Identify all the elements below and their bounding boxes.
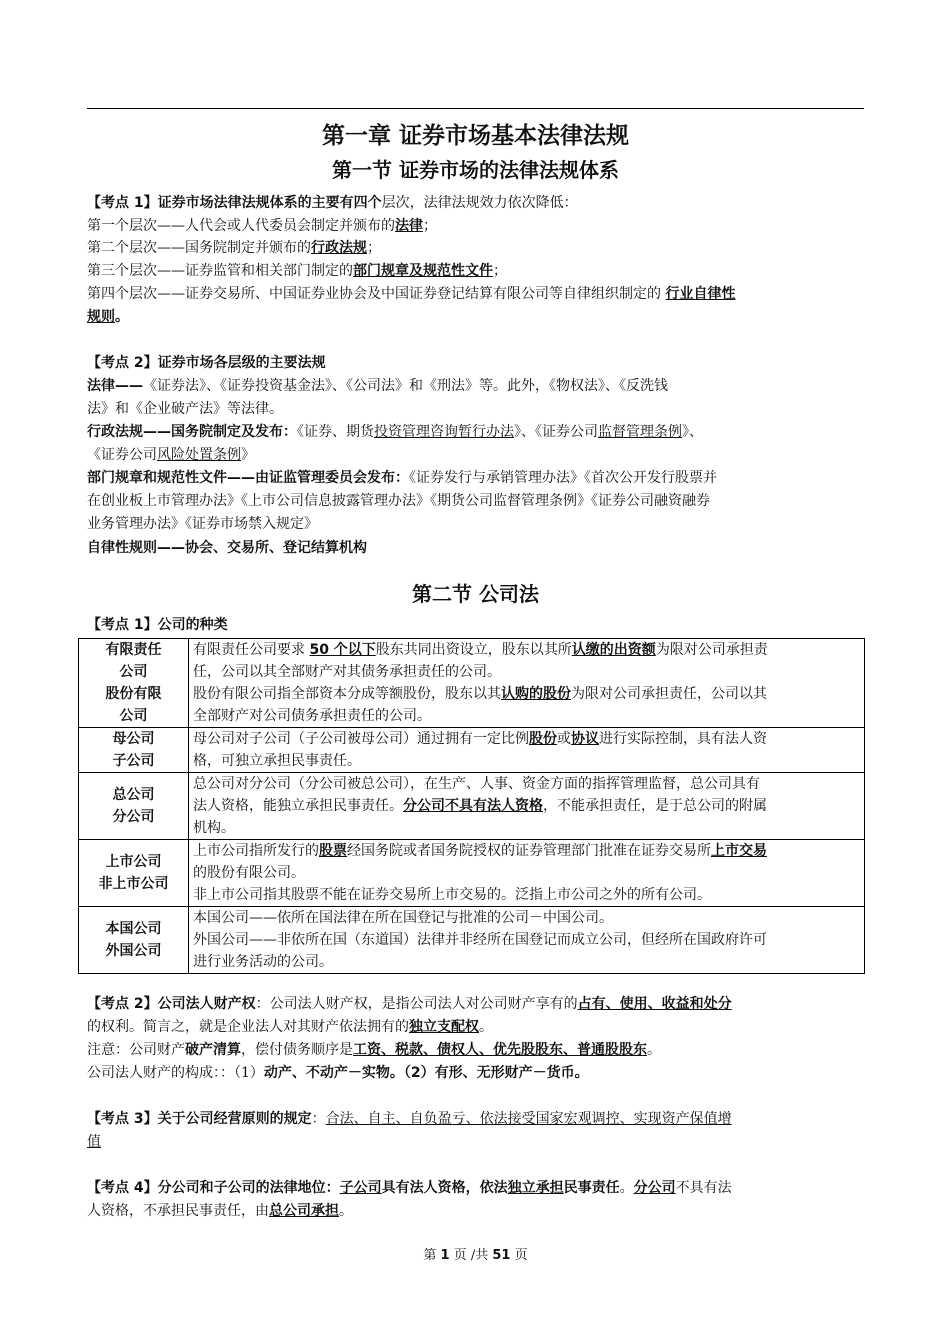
underline-term: 协议 (571, 731, 599, 747)
underline-term: 认缴的出资额 (571, 642, 656, 658)
kp-tag: 【考点 2】 (87, 355, 158, 371)
underline-term: 股份 (529, 731, 557, 747)
underline-term: 部门规章及规范性文件 (353, 263, 493, 279)
label: 自律性规则——协会、交易所、登记结算机构 (87, 540, 367, 556)
kp24-heading (87, 1177, 864, 1200)
text: 《证券发行与承销管理办法》《首次公开发行股票并 (409, 470, 717, 486)
row-key (79, 639, 189, 728)
kp22-heading (87, 993, 864, 1016)
kp2-admin-cont (87, 444, 864, 467)
key-line: 外国公司 (105, 943, 162, 959)
text: 《证券、期货 (297, 424, 374, 440)
underline-term: 分公司不具有法人资格 (403, 798, 543, 814)
row-desc (189, 840, 865, 907)
page-footer (87, 1244, 864, 1263)
table-row (79, 773, 865, 840)
kp2-dept-cont2 (87, 513, 864, 536)
kp-tag: 【考点 4】 (87, 1180, 158, 1196)
text: 进行实际控制，具有法人资 (599, 731, 767, 747)
underline-term: 行政法规 (311, 240, 367, 256)
text: 或 (557, 731, 571, 747)
kp-bold: 证券市场各层级的主要法规 (157, 355, 326, 371)
key-line: 公司 (119, 664, 148, 680)
underline-term: 股票 (319, 843, 347, 859)
key-line: 总公司 (112, 787, 155, 803)
key-line: 母公司 (112, 731, 155, 747)
kp1-level4-cont (87, 306, 864, 329)
table-row (79, 907, 865, 974)
text: 》、 (682, 424, 703, 440)
key-line: 公司 (119, 708, 148, 724)
text: ：公司法人财产权，是指公司法人对公司财产享有的 (255, 996, 578, 1012)
key-line: 本国公司 (105, 921, 162, 937)
bold-term: 具有法人资格，依法 (381, 1180, 508, 1196)
underline-term: 认购的股份 (501, 686, 571, 702)
row-desc (189, 907, 865, 974)
key-line: 有限责任 (105, 642, 162, 658)
row-key (79, 728, 189, 773)
text: 全部财产对公司债务承担责任的公司。 (193, 708, 431, 724)
kp2-dept (87, 467, 864, 490)
row-key (79, 773, 189, 840)
kp1-level3 (87, 260, 864, 283)
kp-tag: 【考点 3】 (87, 1111, 158, 1127)
kp22-note (87, 1039, 864, 1062)
underline-term: 值 (87, 1134, 101, 1150)
row-key (79, 907, 189, 974)
header-rule (87, 108, 864, 109)
underline-term: 投资管理咨询暂行办法 (374, 424, 514, 440)
kp1-heading (87, 192, 864, 215)
kp-bold: 关于公司经营原则的规定 (157, 1111, 312, 1127)
text: 外国公司——非依所在国（东道国）法律并非经所在国登记而成立公司，但经所在国政府许可 (193, 932, 767, 948)
text: 。 (115, 309, 129, 325)
row-desc (189, 639, 865, 728)
text: 上市公司指所发行的 (193, 843, 319, 859)
footer-text: 第 (423, 1248, 441, 1263)
text: 人资格，不承担民事责任，由 (87, 1203, 269, 1219)
underline-term: 总公司承担 (269, 1203, 339, 1219)
kp21-heading (87, 614, 864, 637)
text: 法人资格，能独立承担民事责任。 (193, 798, 403, 814)
text: ； (423, 218, 437, 234)
text: 非上市公司指其股票不能在证券交易所上市交易的。泛指上市公司之外的所有公司。 (193, 887, 711, 903)
key-line: 股份有限 (105, 686, 162, 702)
kp2-admin (87, 421, 864, 444)
label: 行政法规——国务院制定及发布： (87, 424, 297, 440)
table-row (79, 728, 865, 773)
text: 机构。 (193, 820, 235, 836)
text: 法》和《企业破产法》等法律。 (87, 401, 283, 417)
section2-title: 第二节 公司法 (412, 582, 539, 606)
kp22-composition (87, 1062, 864, 1085)
kp2-law-cont (87, 398, 864, 421)
text: 任，公司以其全部财产对其债务承担责任的公司。 (193, 664, 501, 680)
text: 股东共同出资设立，股东以其所 (375, 642, 572, 658)
text: 经国务院或者国务院授权的证券管理部门批准在证券交易所 (347, 843, 711, 859)
underline-term: 上市交易 (711, 843, 767, 859)
underline-term: 合法、自主、自负盈亏、依法接受国家宏观调控、实现资产保值增 (325, 1111, 732, 1127)
text: 。 (619, 1180, 634, 1196)
kp24-cont (87, 1200, 864, 1223)
key-line: 分公司 (112, 809, 155, 825)
text: 业务管理办法》《证券市场禁入规定》 (87, 516, 318, 532)
kp-tag: 【考点 1】 (87, 617, 158, 633)
kp-tag: 【考点 1】 (87, 195, 158, 211)
underline-term: 行业自律性 (665, 286, 736, 302)
text: 公司法人财产的构成：：（1） (87, 1065, 264, 1081)
text: 。 (339, 1203, 353, 1219)
underline-term: 监督管理条例 (598, 424, 682, 440)
kp2-law (87, 375, 864, 398)
bold-term: 破产清算 (185, 1042, 241, 1058)
text: 格，可独立承担民事责任。 (193, 753, 361, 769)
underline-term: 工资、税款、债权人、优先股股东、普通股股东 (353, 1042, 647, 1058)
text: 第二个层次——国务院制定并颁布的 (87, 240, 311, 256)
text: 总公司对分公司（分公司被总公司），在生产、人事、资金方面的指挥管理监督，总公司具有 (193, 776, 760, 792)
kp1-level4 (87, 283, 864, 306)
label: 法律—— (87, 378, 143, 394)
text: 有限责任公司要求 (193, 642, 310, 658)
text: 》、《证券公司 (514, 424, 598, 440)
underline-term: 独立承担 (507, 1180, 564, 1196)
page-total: 51 (492, 1248, 511, 1263)
key-line: 子公司 (112, 753, 155, 769)
text: 母公司对子公司（子公司被母公司）通过拥有一定比例 (193, 731, 529, 747)
table-row (79, 639, 865, 728)
underline-term: 子公司 (339, 1180, 382, 1196)
kp23-cont (87, 1131, 864, 1154)
kp2-dept-cont1 (87, 490, 864, 513)
text: 的股份有限公司。 (193, 865, 305, 881)
table-row (79, 840, 865, 907)
text: ： (311, 1111, 326, 1127)
text: 第三个层次——证券监管和相关部门制定的 (87, 263, 353, 279)
text: 为限对公司承担责任，公司以其 (571, 686, 767, 702)
text: 《证券法》、《证券投资基金法》、《公司法》和《刑法》等。此外，《物权法》、《反洗钱 (143, 378, 668, 394)
footer-text: 页 /共 (449, 1248, 493, 1263)
kp2-heading (87, 352, 864, 375)
kp23-heading (87, 1108, 864, 1131)
text: 进行业务活动的公司。 (193, 954, 333, 970)
row-key (79, 840, 189, 907)
underline-term: 分公司 (633, 1180, 676, 1196)
bold-term: 民事责任 (563, 1180, 620, 1196)
kp-bold: 分公司和子公司的法律地位： (157, 1180, 340, 1196)
text: 《证券公司 (87, 447, 157, 463)
text: 第一个层次——人代会或人代委员会制定并颁布的 (87, 218, 395, 234)
kp-bold: 证券市场法律法规体系的主要有四个 (157, 195, 382, 211)
underline-term: 独立支配权 (409, 1019, 479, 1035)
text: 。 (479, 1019, 493, 1035)
company-types-table (78, 638, 865, 974)
kp-bold: 公司法人财产权 (157, 996, 256, 1012)
kp2-self (87, 537, 864, 560)
kp22-cont (87, 1016, 864, 1039)
text: 的权利。简言之，就是企业法人对其财产依法拥有的 (87, 1019, 409, 1035)
row-desc (189, 728, 865, 773)
underline-term: 风险处置条例 (157, 447, 241, 463)
key-line: 非上市公司 (98, 876, 169, 892)
label: 部门规章和规范性文件——由证监管理委员会发布： (87, 470, 409, 486)
page-number: 1 (440, 1248, 450, 1263)
text: 注意：公司财产 (87, 1042, 185, 1058)
section1-title: 第一节 证券市场的法律法规体系 (332, 158, 619, 182)
underline-term: 50 个以下 (309, 642, 376, 658)
footer-text: 页 (510, 1248, 528, 1263)
underline-term: 法律 (395, 218, 423, 234)
text: ，偿付债务顺序是 (241, 1042, 353, 1058)
bold-term: 动产、不动产－实物。（2）有形、无形财产－货币。 (263, 1065, 589, 1081)
text: 股份有限公司指全部资本分成等额股份，股东以其 (193, 686, 501, 702)
kp1-level1 (87, 215, 864, 238)
kp-tag: 【考点 2】 (87, 996, 158, 1012)
underline-term: 规则 (87, 309, 115, 325)
text: ； (493, 263, 507, 279)
chapter-title: 第一章 证券市场基本法律法规 (321, 122, 629, 149)
kp-text: 层次，法律法规效力依次降低： (381, 195, 578, 211)
text: 本国公司——依所在国法律在所在国登记与批准的公司－中国公司。 (193, 910, 613, 926)
text: ； (367, 240, 381, 256)
text: 第四个层次——证券交易所、中国证券业协会及中国证券登记结算有限公司等自律组织制定的 (87, 286, 666, 302)
underline-term: 占有、使用、收益和处分 (577, 996, 732, 1012)
text: 不具有法 (675, 1180, 732, 1196)
row-desc (189, 773, 865, 840)
text: 为限对公司承担责 (655, 642, 768, 658)
text: ，不能承担责任，是于总公司的附属 (543, 798, 767, 814)
text: 》 (241, 447, 255, 463)
kp-bold: 公司的种类 (157, 617, 228, 633)
kp1-level2 (87, 237, 864, 260)
key-line: 上市公司 (105, 854, 162, 870)
text: 在创业板上市管理办法》《上市公司信息披露管理办法》《期货公司监督管理条例》《证券公司融资融券 (87, 493, 710, 509)
text: 。 (647, 1042, 661, 1058)
